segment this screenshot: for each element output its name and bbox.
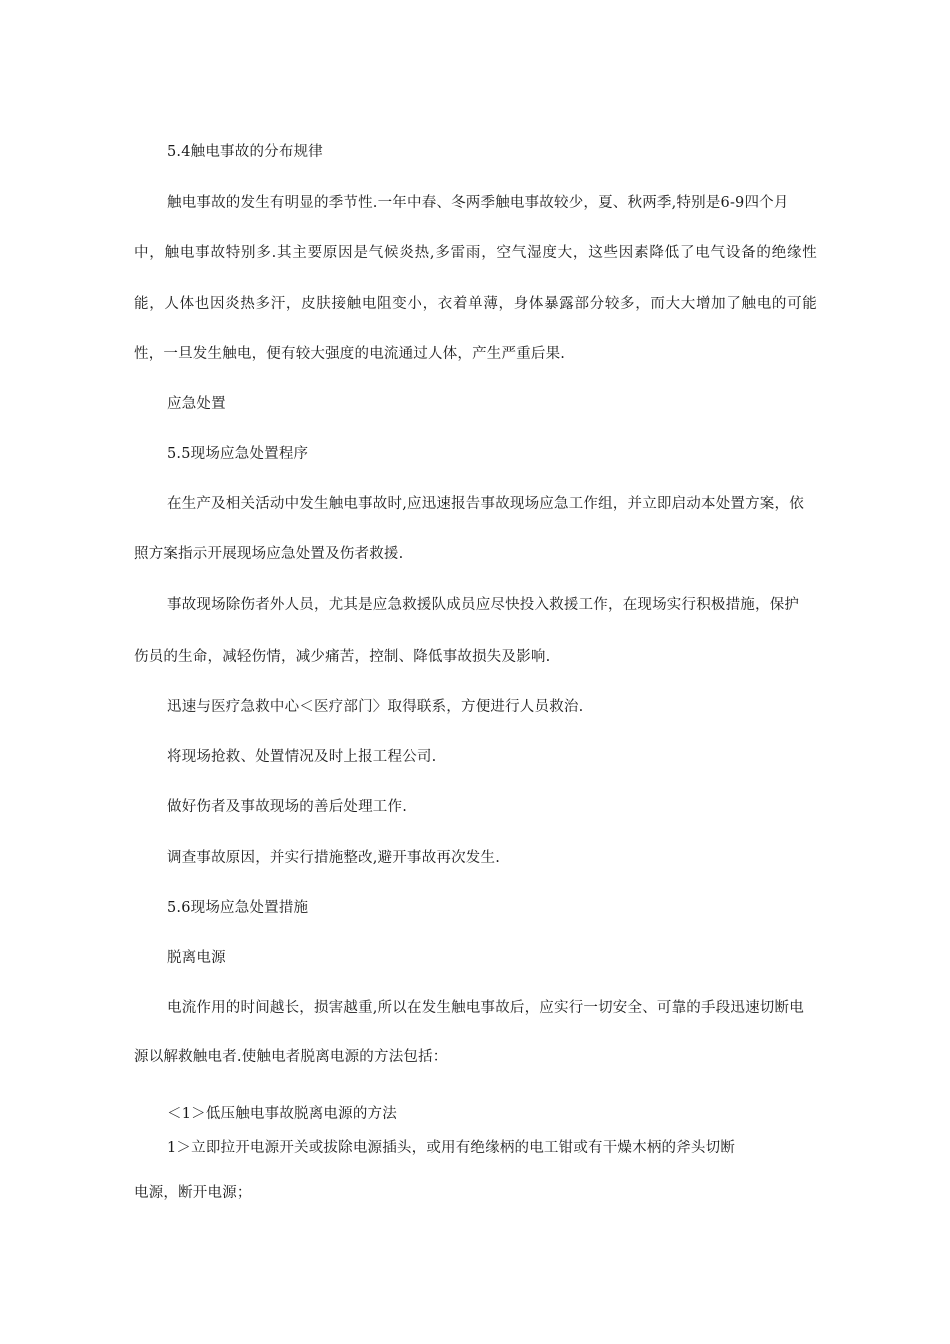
paragraph-line: 在生产及相关活动中发生触电事故时,应迅速报告事故现场应急工作组，并立即启动本处置方案，依 [167, 496, 804, 512]
paragraph-line: 电流作用的时间越长，损害越重,所以在发生触电事故后，应实行一切安全、可靠的手段迅速切断电 [167, 1000, 804, 1016]
paragraph-line: 事故现场除伤者外人员，尤其是应急救援队成员应尽快投入救援工作，在现场实行积极措施，保护 [167, 597, 800, 613]
paragraph-line: 能，人体也因炎热多汗，皮肤接触电阻变小，衣着单薄，身体暴露部分较多，而大大增加了触电的可能 [134, 296, 817, 312]
paragraph-line: 伤员的生命，减轻伤情，减少痛苦，控制、降低事故损失及影响. [134, 649, 551, 665]
heading-emergency: 应急处置 [167, 396, 226, 412]
paragraph-line: 做好伤者及事故现场的善后处理工作. [167, 799, 408, 815]
subheading-low-voltage: ＜1＞低压触电事故脱离电源的方法 [167, 1106, 397, 1122]
paragraph-line: 迅速与医疗急救中心＜医疗部门〉取得联系，方便进行人员救治. [167, 699, 584, 715]
heading-5-5: 5.5现场应急处置程序 [167, 446, 309, 462]
heading-5-6: 5.6现场应急处置措施 [167, 900, 309, 916]
paragraph-line: 将现场抢救、处置情况及时上报工程公司. [167, 749, 437, 765]
paragraph-line: 源以解救触电者.使触电者脱离电源的方法包括： [134, 1049, 448, 1065]
paragraph-line: 调查事故原因，并实行措施整改,避开事故再次发生. [167, 850, 501, 866]
list-item-continuation: 电源，断开电源； [134, 1185, 252, 1201]
heading-disconnect-power: 脱离电源 [167, 950, 226, 966]
list-item: 1＞立即拉开电源开关或拔除电源插头，或用有绝缘柄的电工钳或有干燥木柄的斧头切断 [167, 1140, 736, 1156]
paragraph-line: 照方案指示开展现场应急处置及伤者救援. [134, 546, 404, 562]
heading-5-4: 5.4触电事故的分布规律 [167, 144, 323, 160]
paragraph-line: 中，触电事故特别多.其主要原因是气候炎热,多雷雨，空气湿度大，这些因素降低了电气设备的绝缘性 [134, 245, 817, 261]
paragraph-line: 性，一旦发生触电，便有较大强度的电流通过人体，产生严重后果. [134, 346, 566, 362]
paragraph-line: 触电事故的发生有明显的季节性.一年中春、冬两季触电事故较少，夏、秋两季,特别是6-9四个月 [167, 195, 789, 211]
